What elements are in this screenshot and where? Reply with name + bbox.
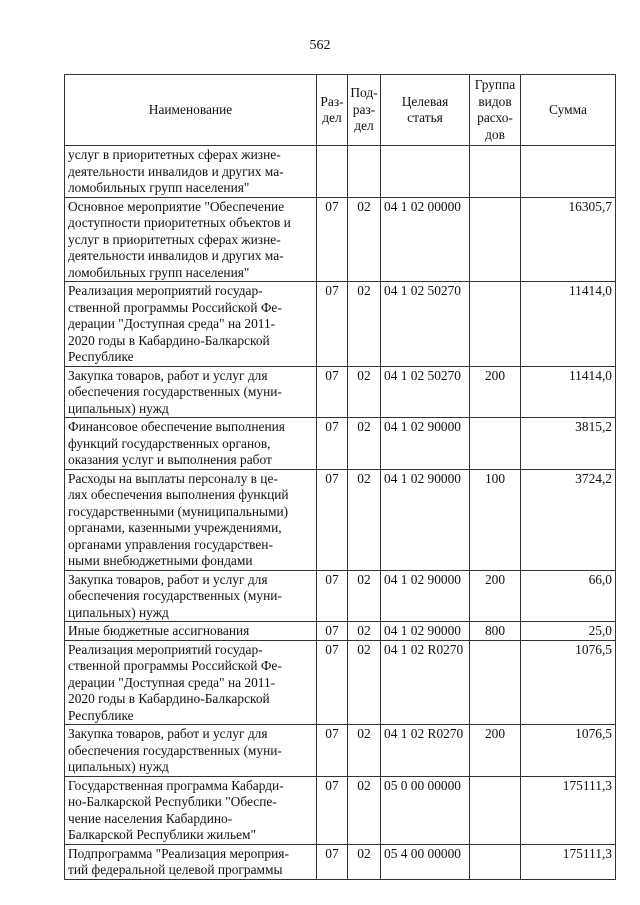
row-target: 04 1 02 90000 — [381, 469, 470, 570]
row-name: Основное мероприятие "Обеспечение доступности приоритетных объектов и услуг в приоритетных сферах жизне- деятельности инвалидов и других ма- ломобильных групп населения" — [65, 197, 317, 282]
row-sum — [521, 146, 616, 198]
table-row — [65, 622, 616, 641]
header-name: Наименование — [65, 75, 317, 146]
row-target: 04 1 02 R0270 — [381, 640, 470, 725]
row-sum: 1076,5 — [521, 640, 616, 725]
row-subsection: 02 — [348, 640, 381, 725]
table-row — [65, 146, 616, 198]
row-subsection: 02 — [348, 366, 381, 418]
row-target: 04 1 02 R0270 — [381, 725, 470, 777]
row-group — [470, 640, 521, 725]
table-row — [65, 418, 616, 470]
row-group — [470, 776, 521, 844]
row-group — [470, 282, 521, 367]
row-section: 07 — [317, 640, 348, 725]
row-group — [470, 197, 521, 282]
row-subsection — [348, 146, 381, 198]
row-subsection: 02 — [348, 622, 381, 641]
row-section: 07 — [317, 366, 348, 418]
row-subsection: 02 — [348, 282, 381, 367]
row-name: Расходы на выплаты персоналу в це- лях обеспечения выполнения функций государственными (муниципальными) органами, казенными учреждениями, органами управления государствен- ными внебюджетными фондами — [65, 469, 317, 570]
row-name: Подпрограмма "Реализация мероприя- тий федеральной целевой программы — [65, 844, 317, 879]
table-row — [65, 197, 616, 282]
row-target: 04 1 02 90000 — [381, 418, 470, 470]
row-group: 100 — [470, 469, 521, 570]
row-name: услуг в приоритетных сферах жизне- деятельности инвалидов и других ма- ломобильных групп населения" — [65, 146, 317, 198]
row-sum: 11414,0 — [521, 366, 616, 418]
row-sum: 11414,0 — [521, 282, 616, 367]
row-sum: 3724,2 — [521, 469, 616, 570]
table-row — [65, 776, 616, 844]
row-section: 07 — [317, 197, 348, 282]
table-row — [65, 366, 616, 418]
row-sum: 175111,3 — [521, 844, 616, 879]
table-row — [65, 844, 616, 879]
row-name: Закупка товаров, работ и услуг для обеспечения государственных (муни- ципальных) нужд — [65, 570, 317, 622]
row-target: 04 1 02 50270 — [381, 366, 470, 418]
row-section: 07 — [317, 844, 348, 879]
table-row — [65, 725, 616, 777]
header-target: Целевая статья — [381, 75, 470, 146]
row-name: Иные бюджетные ассигнования — [65, 622, 317, 641]
row-target: 04 1 02 50270 — [381, 282, 470, 367]
row-section: 07 — [317, 570, 348, 622]
row-sum: 3815,2 — [521, 418, 616, 470]
row-sum: 1076,5 — [521, 725, 616, 777]
table-row — [65, 640, 616, 725]
row-section: 07 — [317, 282, 348, 367]
page-number: 562 — [309, 38, 331, 53]
row-group — [470, 418, 521, 470]
row-name: Реализация мероприятий государ- ственной программы Российской Фе- дерации "Доступная среда" на 2011- 2020 годы в Кабардино-Балкарской Республике — [65, 640, 317, 725]
row-target: 04 1 02 90000 — [381, 622, 470, 641]
row-subsection: 02 — [348, 844, 381, 879]
row-section: 07 — [317, 725, 348, 777]
row-subsection: 02 — [348, 469, 381, 570]
header-expense-group: Группа видов расхо- дов — [470, 75, 521, 146]
row-group — [470, 146, 521, 198]
row-sum: 66,0 — [521, 570, 616, 622]
row-group: 800 — [470, 622, 521, 641]
row-target: 04 1 02 90000 — [381, 570, 470, 622]
row-name: Реализация мероприятий государ- ственной программы Российской Фе- дерации "Доступная среда" на 2011- 2020 годы в Кабардино-Балкарской Республике — [65, 282, 317, 367]
row-sum: 175111,3 — [521, 776, 616, 844]
row-section: 07 — [317, 776, 348, 844]
row-target: 05 0 00 00000 — [381, 776, 470, 844]
row-subsection: 02 — [348, 418, 381, 470]
row-group: 200 — [470, 570, 521, 622]
row-sum: 16305,7 — [521, 197, 616, 282]
row-target — [381, 146, 470, 198]
row-group: 200 — [470, 366, 521, 418]
row-section: 07 — [317, 469, 348, 570]
row-name: Финансовое обеспечение выполнения функций государственных органов, оказания услуг и выполнения работ — [65, 418, 317, 470]
row-name: Закупка товаров, работ и услуг для обеспечения государственных (муни- ципальных) нужд — [65, 725, 317, 777]
row-group: 200 — [470, 725, 521, 777]
row-group — [470, 844, 521, 879]
row-name: Закупка товаров, работ и услуг для обеспечения государственных (муни- ципальных) нужд — [65, 366, 317, 418]
row-name: Государственная программа Кабарди- но-Балкарской Республики "Обеспе- чение населения Кабардино- Балкарской Республики жильем" — [65, 776, 317, 844]
row-target: 05 4 00 00000 — [381, 844, 470, 879]
budget-table — [64, 74, 616, 880]
table-row — [65, 282, 616, 367]
row-subsection: 02 — [348, 776, 381, 844]
row-section — [317, 146, 348, 198]
header-subsection: Под- раз- дел — [348, 75, 381, 146]
table-row — [65, 570, 616, 622]
table-header-row — [65, 75, 616, 146]
row-subsection: 02 — [348, 725, 381, 777]
row-target: 04 1 02 00000 — [381, 197, 470, 282]
row-subsection: 02 — [348, 570, 381, 622]
header-sum: Сумма — [521, 75, 616, 146]
table-row — [65, 469, 616, 570]
table-body — [65, 146, 616, 880]
row-section: 07 — [317, 418, 348, 470]
row-sum: 25,0 — [521, 622, 616, 641]
row-subsection: 02 — [348, 197, 381, 282]
row-section: 07 — [317, 622, 348, 641]
header-section: Раз- дел — [317, 75, 348, 146]
